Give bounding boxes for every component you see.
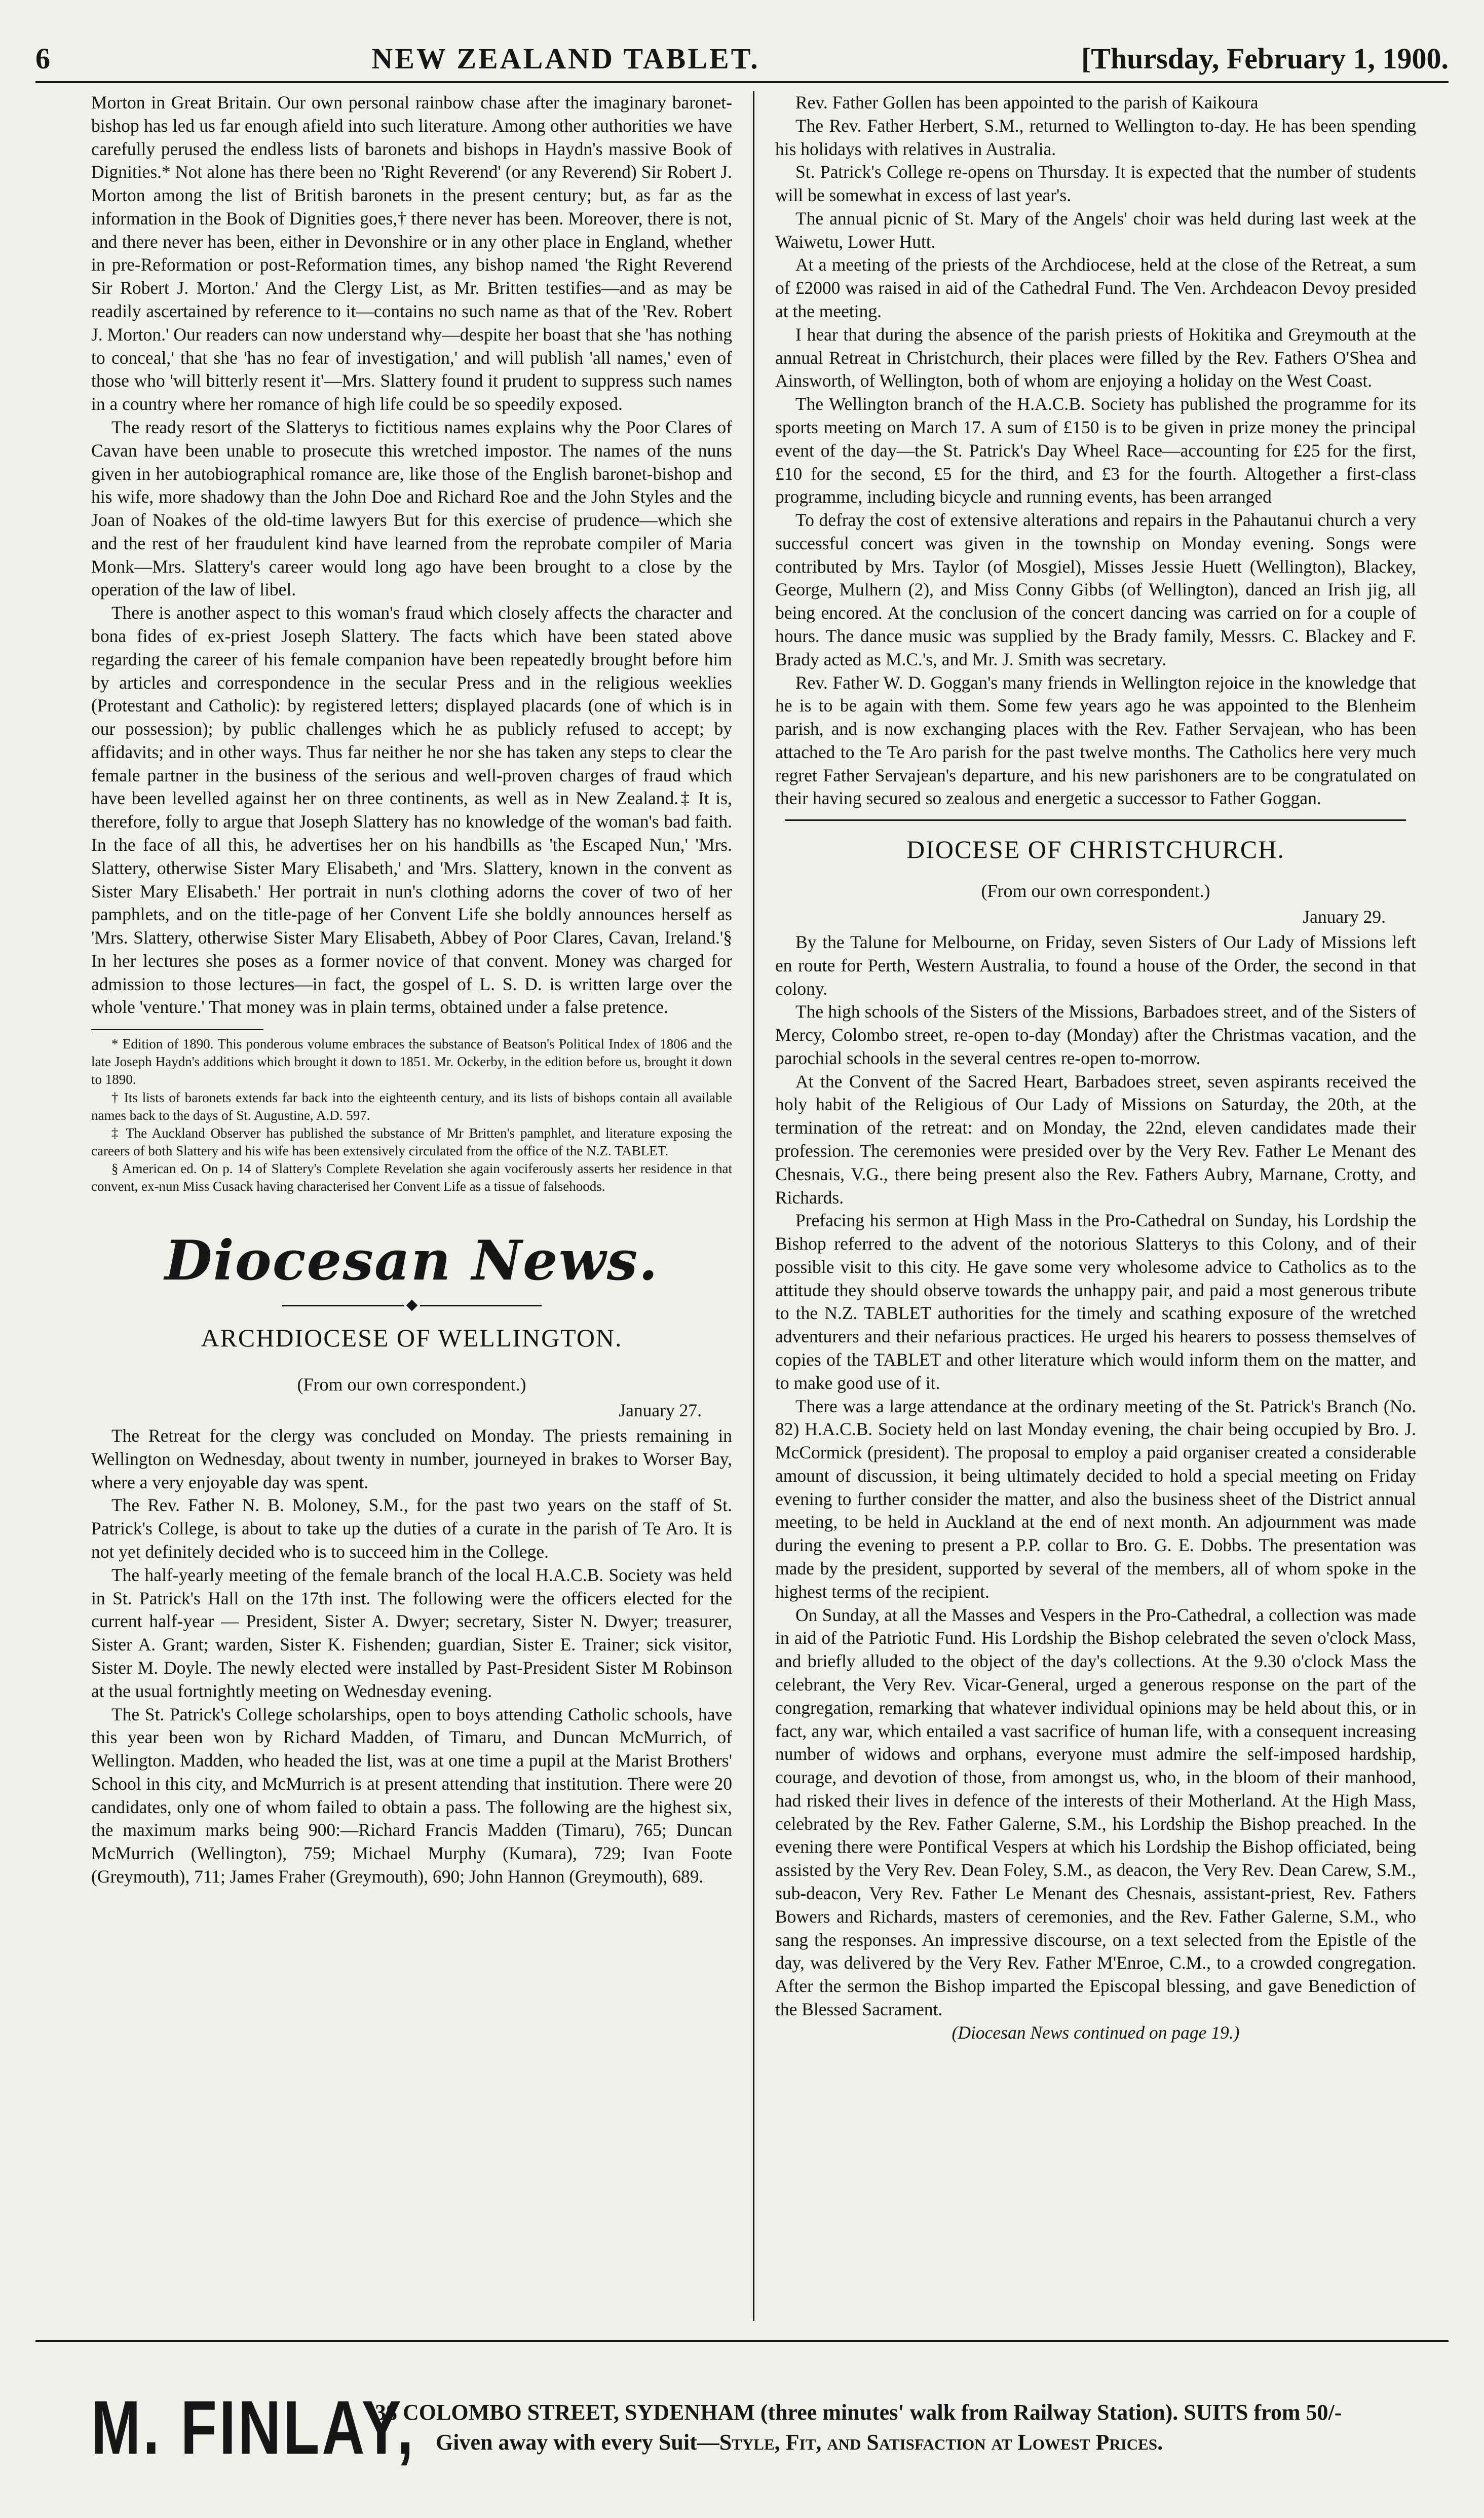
footer-rule xyxy=(35,2340,1449,2342)
report-paragraph: The Retreat for the clergy was concluded on Monday. The priests remaining in Wellington on Wednesday, about twenty in number, journeyed in brakes to Worser Bay, where a very enjoyable day was spent. xyxy=(91,1425,732,1492)
slattery-article xyxy=(91,91,732,1019)
report-paragraph: The high schools of the Sisters of the Missions, Barbadoes street, and of the Sisters of Mercy, Colombo street, re-open to-day (Monday) after the Christmas vacation, and the parochial schools in the several centres re-open to-morrow. xyxy=(775,1001,1416,1068)
article-paragraph: Morton in Great Britain. Our own personal rainbow chase after the imaginary baronet-bishop has led us far enough afield into such literature. Among other authorities we have carefully perused the endless lists of baronets and bishops in Haydn's massive Book of Dignities.* Not alone has there been no 'Right Reverend' (or any Reverend) Sir Robert J. Morton among the list of British baronets in the present century; but, as far as the information in the Book of Dignities goes,† there never has been. Moreover, there is not, and there never has been, either in Devonshire or in any other place in England, whether in pre-Reformation or post-Reformation times, any bishop named 'the Right Reverend Sir Robert J. Morton.' And the Clergy List, as Mr. Britten testifies—and as may be readily ascertained by reference to it—contains no such name as that of the 'Rev. Robert J. Morton.' Our readers can now understand why—despite her boast that she 'has nothing to conceal,' that she 'has no fear of investigation,' and will publish 'all names,' even of those who 'will bitterly resent it'—Mrs. Slattery found it prudent to suppress such names in a country where her romance of high life could be so speedily exposed. xyxy=(91,92,732,415)
report-date: January 29. xyxy=(1303,907,1386,927)
footnote: * Edition of 1890. This ponderous volume embraces the substance of Beatson's Political Index of 1806 and the late Joseph Haydn's additions which brought it down to 1851. Mr. Ockerby, in the edition before us, brought it down to 1890. xyxy=(91,1036,732,1087)
column-divider xyxy=(753,91,754,2321)
advertisement-line-2-prefix: Given away with every Suit— xyxy=(436,2430,719,2455)
issue-date: [Thursday, February 1, 1900. xyxy=(1081,42,1449,75)
continued-note: (Diocesan News continued on page 19.) xyxy=(952,2022,1240,2043)
right-column xyxy=(775,91,1416,2331)
article-paragraph: There is another aspect to this woman's fraud which closely affects the character and bona fides of ex-priest Joseph Slattery. The facts which have been stated above regarding the career of his female companion have been repeatedly brought before him by articles and correspondence in the secular Press and in the religious weeklies (Protestant and Catholic): by registered letters; displayed placards (one of which is in our possession); by public challenges which he as publicly refused to accept; by affidavits; and in other ways. Thus far neither he nor she has taken any steps to clear the female partner in the business of the serious and well-proven charges of fraud which have been levelled against her on three continents, as well as in New Zealand.‡ It is, therefore, folly to argue that Joseph Slattery has no knowledge of the woman's bad faith. In the face of all this, he advertises her on his handbills as 'the Escaped Nun,' 'Mrs. Slattery, otherwise Sister Mary Elisabeth,' and 'Mrs. Slattery, known in the convent as Sister Mary Elisabeth.' Her portrait in nun's clothing adorns the cover of two of her pamphlets, and on the title-page of her Convent Life she boldly announces herself as 'Mrs. Slattery, otherwise Sister Mary Elisabeth, Abbey of Poor Clares, Cavan, Ireland.'§ In her lectures she poses as a former novice of that convent. Money was charged for admission to those lectures—in fact, the gospel of L. S. D. is written large over the whole 'venture.' That money was in plain terms, obtained under a false pretence. xyxy=(91,603,732,1018)
report-paragraph: The Rev. Father Herbert, S.M., returned to Wellington to-day. He has been spending his holidays with relatives in Australia. xyxy=(775,115,1416,159)
footnotes xyxy=(91,1035,732,1195)
report-date: January 27. xyxy=(619,1400,702,1421)
advertisement-features: Style, Fit, and Satisfaction at Lowest Prices. xyxy=(719,2430,1163,2455)
footnote: † Its lists of baronets extends far back into the eighteenth century, and its lists of bishops contain all available names back to the days of St. Augustine, A.D. 597. xyxy=(91,1089,732,1123)
advertiser-name: M. FINLAY, xyxy=(91,2385,416,2470)
correspondent-byline: (From our own correspondent.) xyxy=(981,880,1210,901)
section-title: Diocesan News. xyxy=(165,1229,659,1293)
section-divider xyxy=(785,819,1406,821)
report-paragraph: At the Convent of the Sacred Heart, Barbadoes street, seven aspirants received the holy habit of the Religious of Our Lady of Missions on Saturday, the 20th, at the termination of the retreat: and on Monday, the 22nd, eleven candidates made their profession. The ceremonies were presided over by the Very Rev. Father Le Menant des Chesnais, V.G., there being present also the Rev. Fathers Aubry, Marnane, Crotty, and Richards. xyxy=(775,1071,1416,1208)
wellington-continued xyxy=(775,91,1416,810)
report-paragraph: By the Talune for Melbourne, on Friday, seven Sisters of Our Lady of Missions left en route for Perth, Western Australia, to found a house of the Order, the second in that colony. xyxy=(775,931,1416,999)
finlay-advertisement xyxy=(91,2372,1403,2483)
diamond-ornament-icon xyxy=(406,1300,417,1311)
footnote: § American ed. On p. 14 of Slattery's Complete Revelation she again vociferously asserts her residence in that convent, ex-nun Miss Cusack having characterised her Convent Life as a tissue of falsehoods. xyxy=(91,1160,732,1194)
rule-line-left xyxy=(282,1305,404,1306)
page-header xyxy=(35,35,1449,83)
christchurch-report xyxy=(775,833,1416,2044)
report-paragraph: The half-yearly meeting of the female branch of the local H.A.C.B. Society was held in St. Patrick's Hall on the 17th inst. The following were the officers elected for the current half-year — President, Sister A. Dwyer; secretary, Sister N. Dwyer; treasurer, Sister A. Grant; warden, Sister K. Fishenden; guardian, Sister E. Trainer; sick visitor, Sister M. Doyle. The newly elected were installed by Past-President Sister M Robinson at the usual fortnightly meeting on Wednesday evening. xyxy=(91,1564,732,1701)
correspondent-byline: (From our own correspondent.) xyxy=(297,1374,526,1395)
report-paragraph: On Sunday, at all the Masses and Vespers in the Pro-Cathedral, a collection was made in aid of the Patriotic Fund. His Lordship the Bishop celebrated the seven o'clock Mass, and briefly alluded to the object of the day's collections. At the 9.30 o'clock Mass the celebrant, the Very Rev. Vicar-General, urged a generous response on the part of the congregation, remarking that whatever individual opinions may be held about this, or in fact, any war, which entailed a vast sacrifice of human life, with a consequent increasing number of widows and orphans, everyone must admire the self-imposed hardship, courage, and devotion of those, from amongst us, who, in the bloom of their manhood, had risked their lives in defence of the interests of their Motherland. At the High Mass, celebrated by the Rev. Father Galerne, S.M., his Lordship the Bishop preached. In the evening there were Pontifical Vespers at which his Lordship the Bishop officiated, being assisted by the Very Rev. Dean Foley, S.M., as deacon, the Very Rev. Dean Carew, S.M., sub-deacon, Very Rev. Father Le Menant des Chesnais, assistant-priest, Rev. Fathers Bowers and Richards, masters of ceremonies, and the Rev. Father Galerne, S.M., who sang the responses. An impressive discourse, on a text selected from the Epistle of the day, was delivered by the Very Rev. Father M'Enroe, C.M., to a crowded congregation. After the sermon the Bishop imparted the Episcopal blessing, and gave Benediction of the Blessed Sacrament. xyxy=(775,1604,1416,2019)
advertisement-line-1: 38 COLOMBO STREET, SYDENHAM (three minutes' walk from Railway Station). SUITS from 50/- xyxy=(375,2399,1342,2425)
report-paragraph: St. Patrick's College re-opens on Thursday. It is expected that the number of students will be somewhat in excess of last year's. xyxy=(775,162,1416,206)
report-paragraph: Prefacing his sermon at High Mass in the Pro-Cathedral on Sunday, his Lordship the Bishop referred to the advent of the notorious Slatterys to this Colony, and of their possible visit to this city. He gave some very wholesome advice to Catholics as to the attitude they should observe towards the unhappy pair, and paid a most generous tribute to the N.Z. TABLET authorities for the timely and scathing exposure of the wretched adventurers and their nefarious practices. He urged his hearers to possess themselves of copies of the TABLET and other literature which would inform them on the matter, and to make good use of it. xyxy=(775,1210,1416,1393)
report-paragraph: At a meeting of the priests of the Archdiocese, held at the close of the Retreat, a sum of £2000 was raised in aid of the Cathedral Fund. The Ven. Archdeacon Devoy presided at the meeting. xyxy=(775,254,1416,322)
report-paragraph: The Rev. Father N. B. Moloney, S.M., for the past two years on the staff of St. Patrick's College, is about to take up the duties of a curate in the parish of Te Aro. It is not yet definitely decided who is to succeed him in the College. xyxy=(91,1495,732,1562)
report-paragraph: Rev. Father W. D. Goggan's many friends in Wellington rejoice in the knowledge that he is to be again with them. Some few years ago he was appointed to the Blenheim parish, and is now exchanging places with the Rev. Father Servajean, who has been attached to the Te Aro parish for the past twelve months. The Catholics here very much regret Father Servajean's departure, and his new parishoners are to be congratulated on their having secured so zealous and energetic a successor to Father Goggan. xyxy=(775,672,1416,809)
advertisement-line-2 xyxy=(375,2427,1342,2457)
article-paragraph: The ready resort of the Slatterys to fictitious names explains why the Poor Clares of Cavan have been unable to prosecute this wretched impostor. The names of the nuns given in her autobiographical romance are, like those of the English baronet-bishop and his wife, more shadowy than the John Doe and Richard Roe and the John Styles and the Joan of Noakes of the old-time lawyers But for this exercise of prudence—which she and the rest of her fraudulent kind have learned from the reprobate compiler of Maria Monk—Mrs. Slattery's career would long ago have been brought to a close by the operation of the law of libel. xyxy=(91,417,732,600)
wellington-report xyxy=(91,1322,732,1888)
footnote-divider xyxy=(91,1029,263,1030)
report-paragraph: I hear that during the absence of the parish priests of Hokitika and Greymouth at the annual Retreat in Christchurch, their places were filled by the Rev. Fathers O'Shea and Ainsworth, of Wellington, both of whom are enjoying a holiday on the West Coast. xyxy=(775,324,1416,391)
report-paragraph: To defray the cost of extensive alterations and repairs in the Pahautanui church a very successful concert was given in the township on Monday evening. Songs were contributed by Mrs. Taylor (of Mosgiel), Misses Jessie Huett (Wellington), Blackey, George, Mulhern (2), and Miss Conny Gibbs (of Wellington), danced an Irish jig, all being encored. At the conclusion of the concert dancing was carried on for a couple of hours. The dance music was supplied by the Brady family, Messrs. C. Blackey and F. Brady acted as M.C.'s, and Mr. J. Smith was secretary. xyxy=(775,510,1416,669)
ornamental-rule xyxy=(91,1301,732,1309)
footnote: ‡ The Auckland Observer has published the substance of Mr Britten's pamphlet, and literature exposing the careers of both Slattery and his wife has been extensively circulated from the office of the N.Z. TABLET. xyxy=(91,1125,732,1158)
advertisement-text xyxy=(375,2397,1342,2458)
report-paragraph: Rev. Father Gollen has been appointed to the parish of Kaikoura xyxy=(795,92,1259,112)
rule-line-right xyxy=(420,1305,542,1306)
report-paragraph: There was a large attendance at the ordinary meeting of the St. Patrick's Branch (No. 82) H.A.C.B. Society held on last Monday evening, the chair being occupied by Bro. J. McCormick (president). The proposal to employ a paid organiser created a considerable amount of discussion, it being ultimately decided to hold a special meeting on Friday evening to further consider the matter, and also the business sheet of the District annual meeting, to be held in Auckland at the end of next month. An adjournment was made during the evening to present a P.P. collar to Bro. G. E. Dobbs. The presentation was made by the president, supported by several of the members, all of whom spoke in the highest terms of the recipient. xyxy=(775,1396,1416,1602)
report-paragraph: The Wellington branch of the H.A.C.B. Society has published the programme for its sports meeting on March 17. A sum of £150 is to be given in prize money the principal event of the day—the St. Patrick's Day Wheel Race—accounting for £25 for the first, £10 for the second, £5 for the third, and £3 for the fourth. Altogether a first-class programme, including bicycle and running events, has been arranged xyxy=(775,394,1416,507)
left-column xyxy=(91,91,732,2331)
wellington-heading: ARCHDIOCESE OF WELLINGTON. xyxy=(201,1324,623,1352)
page-number: 6 xyxy=(35,42,50,75)
masthead-title: NEW ZEALAND TABLET. xyxy=(371,42,760,75)
christchurch-heading: DIOCESE OF CHRISTCHURCH. xyxy=(906,835,1285,864)
report-paragraph: The St. Patrick's College scholarships, open to boys attending Catholic schools, have this year been won by Richard Madden, of Timaru, and Duncan McMurrich, of Wellington. Madden, who headed the list, was at one time a pupil at the Marist Brothers' School in this city, and McMurrich is at present attending that institution. There were 20 candidates, only one of whom failed to obtain a pass. The following are the highest six, the maximum marks being 900:—Richard Francis Madden (Timaru), 765; Duncan McMurrich (Wellington), 759; Michael Murphy (Kumara), 729; Ivan Foote (Greymouth), 711; James Fraher (Greymouth), 690; John Hannon (Greymouth), 689. xyxy=(91,1704,732,1887)
report-paragraph: The annual picnic of St. Mary of the Angels' choir was held during last week at the Waiwetu, Lower Hutt. xyxy=(775,208,1416,252)
